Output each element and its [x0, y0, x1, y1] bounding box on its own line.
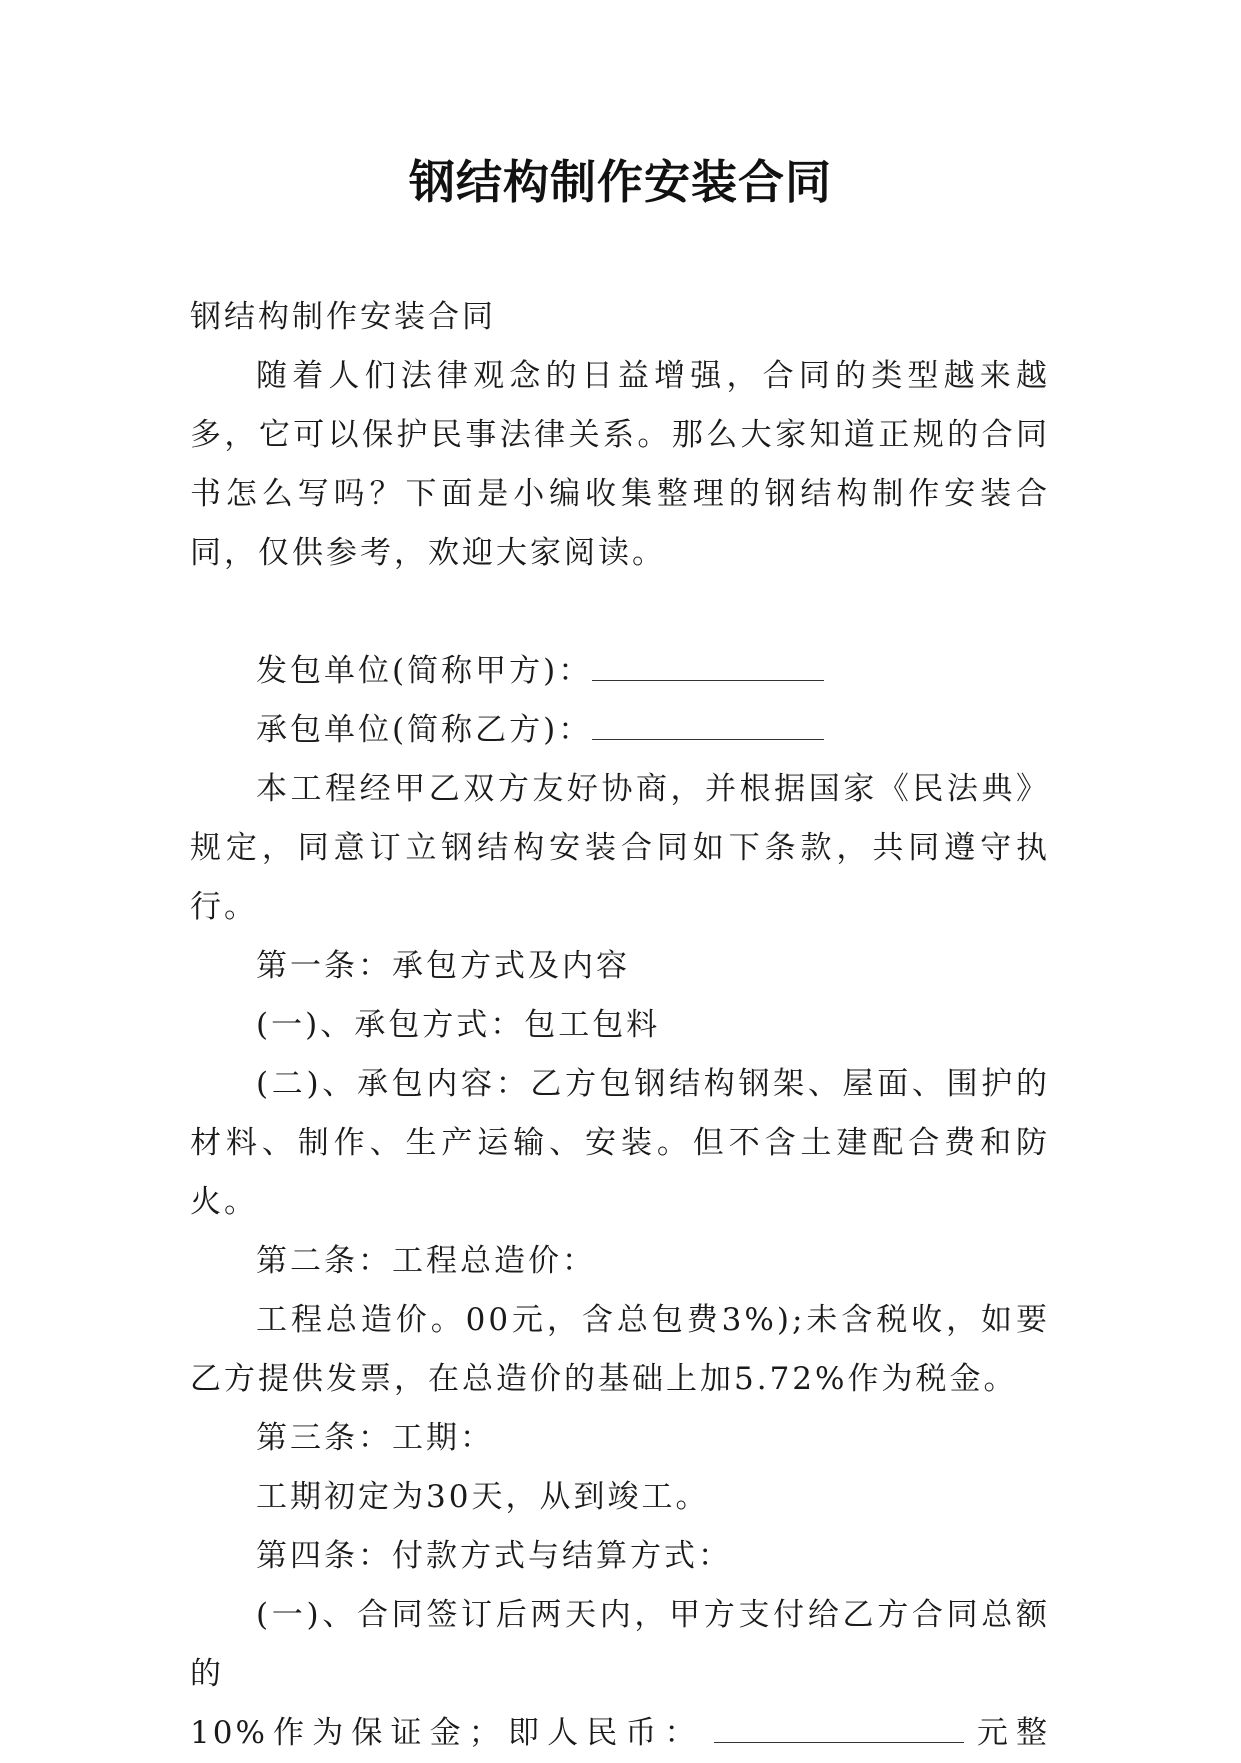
article-1-item-1: (一)、承包方式：包工包料: [256, 1007, 661, 1043]
article-4-item-1: (一)、合同签订后两天内，甲方支付给乙方合同总额的: [190, 1597, 1050, 1692]
article-1-item-2: (二)、承包内容：乙方包钢结构钢架、屋面、围护的材料、制作、生产运输、安装。但不含土建配合费和防火。: [190, 1066, 1050, 1220]
intro-paragraph: 随着人们法律观念的日益增强，合同的类型越来越多，它可以保护民事法律关系。那么大家知道正规的合同书怎么写吗？下面是小编收集整理的钢结构制作安装合同，仅供参考，欢迎大家阅读。: [190, 358, 1050, 571]
article-3-text: 工期初定为30天，从到竣工。: [256, 1479, 710, 1515]
document-subtitle: 钢结构制作安装合同: [190, 299, 496, 335]
article-4-heading: 第四条：付款方式与结算方式：: [256, 1538, 732, 1574]
article-4-item-1-continued: [190, 1704, 1050, 1763]
party-b-blank: [592, 715, 824, 740]
preamble-paragraph: 本工程经甲乙双方友好协商，并根据国家《民法典》规定，同意订立钢结构安装合同如下条款，共同遵守执行。: [190, 771, 1050, 925]
document-title: 钢结构制作安装合同: [409, 155, 832, 209]
article-3-heading: 第三条：工期：: [256, 1420, 494, 1456]
article-2-text: 工程总造价。00元，含总包费3%);未含税收，如要乙方提供发票，在总造价的基础上加5.72%作为税金。: [190, 1302, 1050, 1397]
party-a-blank: [592, 656, 824, 681]
deposit-amount-blank: [714, 1718, 964, 1743]
deposit-label: 10%作为保证金；即人民币：: [190, 1715, 704, 1751]
party-a-label: 发包单位(简称甲方)：: [256, 653, 593, 689]
party-b-label: 承包单位(简称乙方)：: [256, 712, 593, 748]
party-a-line: [190, 642, 1050, 701]
deposit-unit: 元整: [971, 1715, 1051, 1751]
article-2-heading: 第二条：工程总造价：: [256, 1243, 596, 1279]
paragraph-spacer: [190, 583, 1050, 642]
document-body: [190, 288, 1050, 1763]
article-1-heading: 第一条：承包方式及内容: [256, 948, 630, 984]
party-b-line: [190, 701, 1050, 760]
